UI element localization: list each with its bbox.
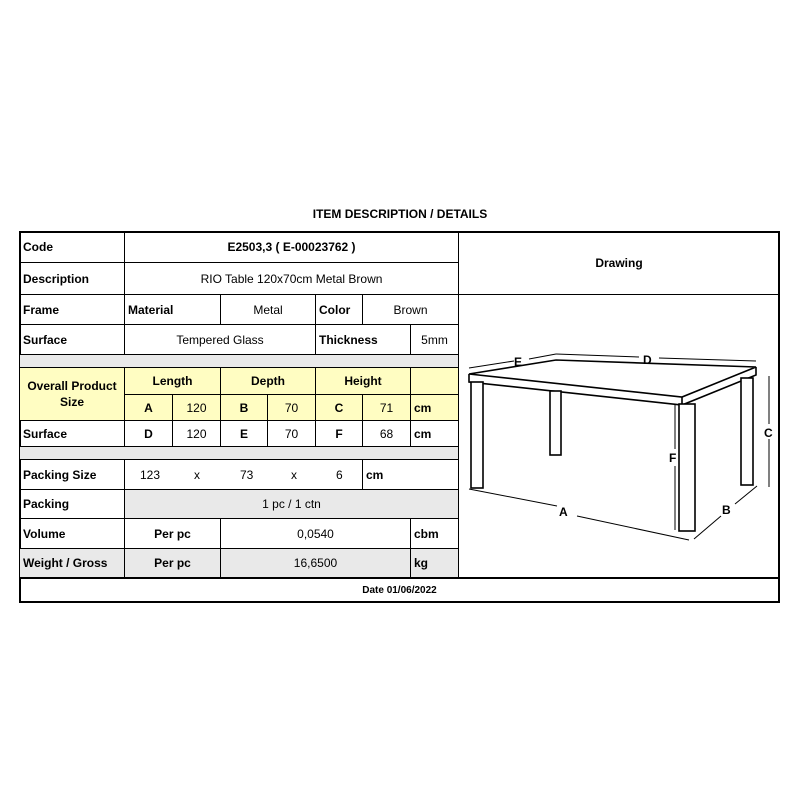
overall-unit: cm bbox=[410, 394, 459, 421]
b-value: 70 bbox=[267, 394, 316, 421]
height-label: Height bbox=[315, 367, 411, 395]
length-label: Length bbox=[124, 367, 221, 395]
material-value: Metal bbox=[220, 294, 316, 325]
packing-x2: x bbox=[291, 467, 297, 482]
drawing-letter-d: D bbox=[643, 353, 652, 367]
volume-per-pc: Per pc bbox=[124, 518, 221, 549]
packing-size-dims bbox=[124, 459, 364, 490]
packing-width: 73 bbox=[240, 467, 254, 482]
tabletop-top-face bbox=[469, 360, 756, 397]
date-footer: Date 01/06/2022 bbox=[19, 577, 780, 603]
surface-size-unit: cm bbox=[410, 420, 459, 447]
volume-value: 0,0540 bbox=[220, 518, 411, 549]
table-leg bbox=[550, 391, 561, 455]
surface-label: Surface bbox=[19, 324, 125, 355]
color-label: Color bbox=[315, 294, 363, 325]
weight-per-pc: Per pc bbox=[124, 548, 221, 578]
description-label: Description bbox=[19, 262, 125, 295]
table-leg bbox=[679, 404, 695, 531]
drawing-header: Drawing bbox=[458, 231, 780, 295]
packing-length: 123 bbox=[140, 467, 161, 482]
drawing-letter-a: A bbox=[559, 505, 568, 519]
table-leg bbox=[741, 378, 753, 485]
e-label: E bbox=[220, 420, 268, 447]
surface-value: Tempered Glass bbox=[124, 324, 316, 355]
description-value: RIO Table 120x70cm Metal Brown bbox=[124, 262, 459, 295]
weight-label: Weight / Gross bbox=[19, 548, 125, 578]
color-value: Brown bbox=[362, 294, 459, 325]
thickness-value: 5mm bbox=[410, 324, 459, 355]
drawing-letter-f: F bbox=[669, 451, 677, 465]
overall-header-blank bbox=[410, 367, 459, 395]
f-value: 68 bbox=[362, 420, 411, 447]
c-value: 71 bbox=[362, 394, 411, 421]
volume-label: Volume bbox=[19, 518, 125, 549]
volume-unit: cbm bbox=[410, 518, 459, 549]
weight-unit: kg bbox=[410, 548, 459, 578]
packing-label: Packing bbox=[19, 489, 125, 519]
f-label: F bbox=[315, 420, 363, 447]
code-label: Code bbox=[19, 231, 125, 263]
a-label: A bbox=[124, 394, 173, 421]
packing-height: 6 bbox=[336, 467, 343, 482]
thickness-label: Thickness bbox=[315, 324, 411, 355]
surface-size-label: Surface bbox=[19, 420, 125, 447]
overall-size-label: Overall Product Size bbox=[19, 367, 125, 421]
spacer-row bbox=[19, 354, 459, 368]
material-label: Material bbox=[124, 294, 221, 325]
depth-label: Depth bbox=[220, 367, 316, 395]
packing-size-unit: cm bbox=[362, 459, 459, 490]
drawing-letter-e: E bbox=[514, 355, 523, 369]
e-value: 70 bbox=[267, 420, 316, 447]
packing-size-label: Packing Size bbox=[19, 459, 125, 490]
code-value: E2503,3 ( E-00023762 ) bbox=[124, 231, 459, 263]
d-label: D bbox=[124, 420, 173, 447]
drawing-letter-b: B bbox=[722, 503, 731, 517]
c-label: C bbox=[315, 394, 363, 421]
table-drawing bbox=[459, 294, 778, 576]
weight-value: 16,6500 bbox=[220, 548, 411, 578]
table-outline bbox=[469, 360, 756, 531]
d-value: 120 bbox=[172, 420, 221, 447]
a-value: 120 bbox=[172, 394, 221, 421]
spacer-row bbox=[19, 446, 459, 460]
packing-x1: x bbox=[194, 467, 200, 482]
drawing-letter-c: C bbox=[764, 426, 773, 440]
frame-label: Frame bbox=[19, 294, 125, 325]
document-title: ITEM DESCRIPTION / DETAILS bbox=[312, 207, 488, 221]
b-label: B bbox=[220, 394, 268, 421]
table-leg bbox=[471, 382, 483, 488]
packing-value: 1 pc / 1 ctn bbox=[124, 489, 459, 519]
